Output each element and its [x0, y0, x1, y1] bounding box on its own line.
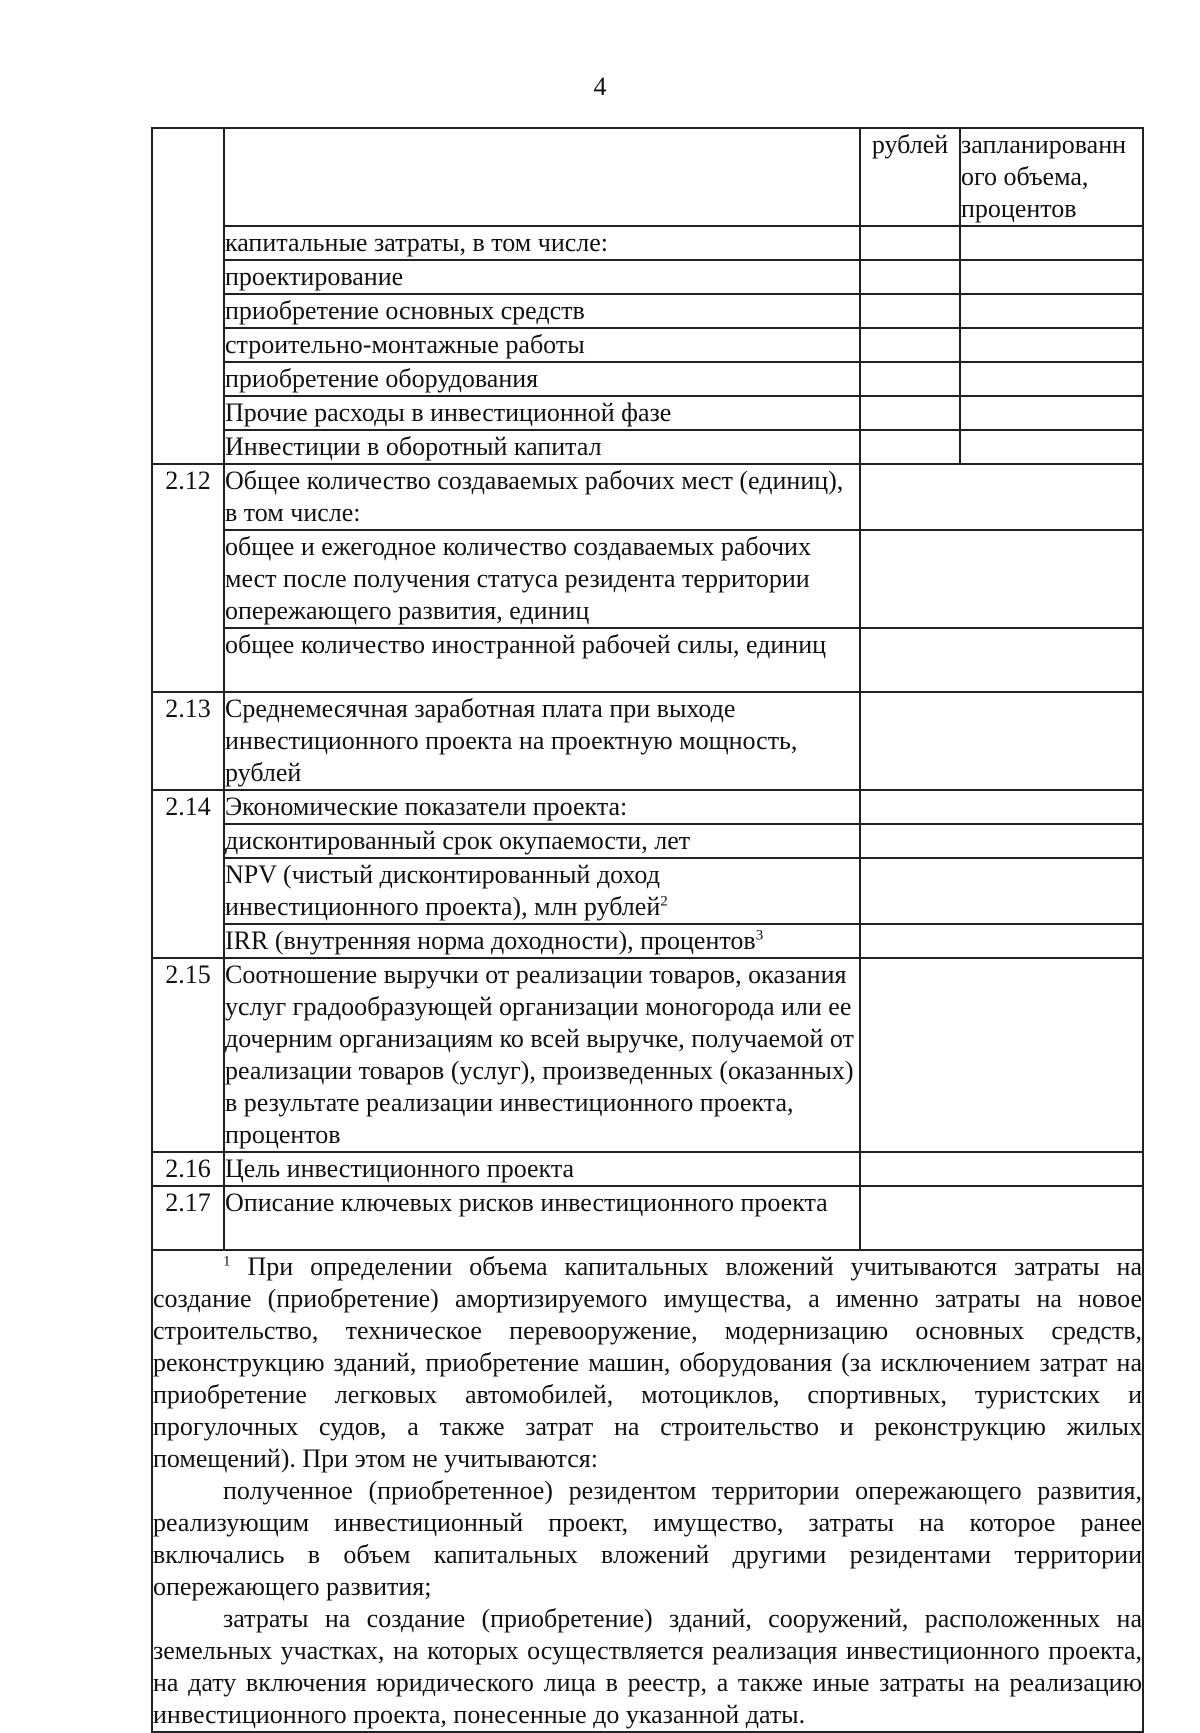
- page-number: 4: [593, 72, 607, 101]
- table-row: [152, 858, 1143, 924]
- row-label: Общее количество создаваемых рабочих мест (единиц), в том числе:: [224, 464, 860, 530]
- irr-label: IRR (внутренняя норма доходности), процентов: [225, 926, 756, 955]
- row-label: [224, 858, 860, 924]
- header-planned-percent: запланированн ого объема, процентов: [960, 128, 1143, 226]
- header-desc-empty: [224, 128, 860, 226]
- value-cell[interactable]: [860, 858, 1143, 924]
- value-cell-percent[interactable]: [960, 328, 1143, 362]
- header-rubles: рублей: [860, 128, 960, 226]
- value-cell-rubles[interactable]: [860, 226, 960, 260]
- value-cell-percent[interactable]: [960, 294, 1143, 328]
- table-row: [152, 362, 1143, 396]
- capex-row-label: Прочие расходы в инвестиционной фазе: [224, 396, 860, 430]
- value-cell-rubles[interactable]: [860, 396, 960, 430]
- row-label: Экономические показатели проекта:: [224, 790, 860, 824]
- row-number: 2.16: [152, 1152, 224, 1186]
- capex-row-label: приобретение оборудования: [224, 362, 860, 396]
- row-number: 2.13: [152, 692, 224, 790]
- value-cell[interactable]: [860, 1152, 1143, 1186]
- value-cell[interactable]: [860, 1186, 1143, 1250]
- value-cell-percent[interactable]: [960, 430, 1143, 464]
- footnote-row: [152, 1250, 1143, 1732]
- footnote-paragraph-3: затраты на создание (приобретение) зданий, сооружений, расположенных на земельных участках, на которых осуществляется реализация инвестиционного проекта, на дату включения юридического лица в реестр, а также иные затраты на реализацию инвестиционного проекта, понесенные до указанной даты.: [153, 1604, 1142, 1729]
- row-label: Соотношение выручки от реализации товаров, оказания услуг градообразующей организации моногорода или ее дочерним организациям ко всей выручке, получаемой от реализации товаров (услуг), произведенных (оказанных) в результате реализации инвестиционного проекта, процентов: [224, 958, 860, 1152]
- value-cell-percent[interactable]: [960, 362, 1143, 396]
- capex-row-label: капитальные затраты, в том числе:: [224, 226, 860, 260]
- table-row: [152, 1186, 1143, 1250]
- value-cell[interactable]: [860, 628, 1143, 692]
- row-label: [224, 924, 860, 958]
- header-row: [152, 128, 1143, 226]
- row-number: 2.15: [152, 958, 224, 1152]
- value-cell[interactable]: [860, 464, 1143, 530]
- table-row: [152, 430, 1143, 464]
- table-row: [152, 790, 1143, 824]
- number-cell-empty: [152, 128, 224, 464]
- value-cell-rubles[interactable]: [860, 328, 960, 362]
- footnote-block: [152, 1250, 1143, 1732]
- table-row: [152, 464, 1143, 530]
- footnote-paragraph-2: полученное (приобретенное) резидентом территории опережающего развития, реализующим инвестиционный проект, имущество, затраты на которое ранее включались в объем капитальных вложений другими резидентами территории опережающего развития;: [153, 1476, 1142, 1601]
- table-row: [152, 1152, 1143, 1186]
- row-label: общее и ежегодное количество создаваемых рабочих мест после получения статуса резидента территории опережающего развития, единиц: [224, 530, 860, 628]
- capex-row-label: приобретение основных средств: [224, 294, 860, 328]
- row-number: 2.12: [152, 464, 224, 692]
- value-cell[interactable]: [860, 924, 1143, 958]
- value-cell-rubles[interactable]: [860, 294, 960, 328]
- value-cell-percent[interactable]: [960, 260, 1143, 294]
- footnote-paragraph-1: [153, 1251, 1142, 1475]
- capex-row-label: Инвестиции в оборотный капитал: [224, 430, 860, 464]
- value-cell-rubles[interactable]: [860, 260, 960, 294]
- value-cell[interactable]: [860, 958, 1143, 1152]
- value-cell[interactable]: [860, 692, 1143, 790]
- table-row: [152, 628, 1143, 692]
- value-cell-percent[interactable]: [960, 396, 1143, 430]
- table-row: [152, 824, 1143, 858]
- row-label: дисконтированный срок окупаемости, лет: [224, 824, 860, 858]
- table-row: [152, 226, 1143, 260]
- value-cell-rubles[interactable]: [860, 430, 960, 464]
- value-cell-percent[interactable]: [960, 226, 1143, 260]
- row-label: общее количество иностранной рабочей силы, единиц: [224, 628, 860, 692]
- row-label: Цель инвестиционного проекта: [224, 1152, 860, 1186]
- row-number: 2.14: [152, 790, 224, 958]
- table-row: [152, 328, 1143, 362]
- investment-form-table: [151, 127, 1144, 1733]
- table-row: [152, 692, 1143, 790]
- row-number: 2.17: [152, 1186, 224, 1250]
- footnote-mark-1: 1: [223, 1253, 231, 1270]
- value-cell[interactable]: [860, 824, 1143, 858]
- table-row: [152, 958, 1143, 1152]
- footnote-ref-2: 2: [660, 893, 668, 910]
- table-row: [152, 924, 1143, 958]
- value-cell-rubles[interactable]: [860, 362, 960, 396]
- table-row: [152, 294, 1143, 328]
- npv-label: NPV (чистый дисконтированный доход инвестиционного проекта), млн рублей: [225, 860, 661, 921]
- table-row: [152, 260, 1143, 294]
- footnote-ref-3: 3: [755, 927, 764, 944]
- value-cell[interactable]: [860, 790, 1143, 824]
- table-row: [152, 396, 1143, 430]
- footnote-text-1: При определении объема капитальных вложений учитываются затраты на создание (приобретение) амортизируемого имущества, а именно затраты на новое строительство, техническое перевооружение, модернизацию основных средств, реконструкцию зданий, приобретение машин, оборудования (за исключением затрат на приобретение легковых автомобилей, мотоциклов, спортивных, туристских и прогулочных судов, а также затрат на строительство и реконструкцию жилых помещений). При этом не учитываются:: [153, 1252, 1143, 1473]
- table-row: [152, 530, 1143, 628]
- value-cell[interactable]: [860, 530, 1143, 628]
- capex-row-label: проектирование: [224, 260, 860, 294]
- capex-row-label: строительно-монтажные работы: [224, 328, 860, 362]
- row-label: Описание ключевых рисков инвестиционного проекта: [224, 1186, 860, 1250]
- row-label: Среднемесячная заработная плата при выходе инвестиционного проекта на проектную мощность, рублей: [224, 692, 860, 790]
